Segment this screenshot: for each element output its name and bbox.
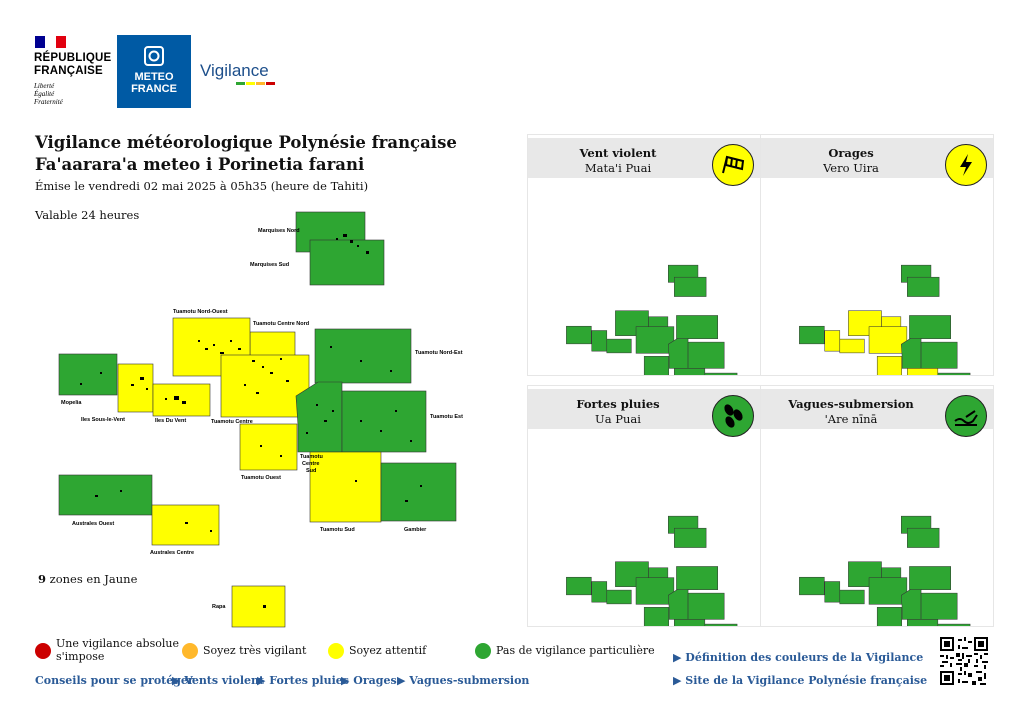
- mini-zone-tuamotu_ouest: [644, 356, 669, 375]
- panel-orages-map: [761, 135, 993, 375]
- validity-text: Valable 24 heures: [35, 208, 140, 222]
- label-tuamotu-centre: Tuamotu Centre: [211, 419, 253, 425]
- mini-zone-iles_sous_le_vent: [592, 331, 607, 352]
- mini-zone-tuamotu_ouest: [644, 607, 669, 626]
- mini-zone-tuamotu_nord_est: [909, 315, 950, 338]
- mini-zone-mopelia: [566, 577, 591, 595]
- link-site[interactable]: ▶ Site de la Vigilance Polynésie française: [673, 674, 928, 687]
- label-australes-centre: Australes Centre: [150, 550, 195, 556]
- panel-vagues-map: [761, 386, 993, 626]
- link-orages[interactable]: ▶ Orages: [341, 674, 397, 687]
- zone-tuamotu_est[interactable]: [342, 391, 426, 452]
- vigilance-logo-word: Vigilance: [200, 61, 269, 80]
- mini-zone-tuamotu_nord_est: [676, 566, 717, 589]
- legend-orange-text: Soyez très vigilant: [203, 644, 307, 657]
- zone-marquises_sud[interactable]: [310, 240, 384, 285]
- label-iles-sous-le-vent: Iles Sous-le-Vent: [81, 417, 126, 423]
- zone-australes_centre[interactable]: [152, 505, 219, 545]
- panel-pluies-subtitle: Ua Puai: [595, 412, 641, 426]
- mini-zone-tuamotu_centre_sud: [901, 589, 921, 619]
- zone-gambier[interactable]: [381, 463, 456, 521]
- mini-zone-tuamotu_nord_est: [676, 315, 717, 338]
- page-title: Vigilance météorologique Polynésie française: [35, 133, 457, 152]
- zone-rapa[interactable]: [232, 586, 285, 627]
- zone-iles_du_vent[interactable]: [153, 384, 210, 416]
- motto-liberte: Liberté: [34, 82, 55, 90]
- meteo-line2: FRANCE: [131, 83, 177, 95]
- page-title-tahitian: Fa'aarara'a meteo i Porinetia farani: [35, 155, 365, 174]
- mini-zone-tuamotu_nord_est: [909, 566, 950, 589]
- zone-tuamotu_sud[interactable]: [310, 452, 381, 522]
- issued-date: Émise le vendredi 02 mai 2025 à 05h35 (heure de Tahiti): [35, 179, 369, 193]
- mini-zone-tuamotu_centre: [869, 327, 907, 354]
- label-rapa: Rapa: [212, 604, 226, 610]
- republique-line2: FRANÇAISE: [34, 65, 103, 77]
- label-tuamotu-centre-sud-2: Centre: [302, 461, 320, 467]
- panel-vent-subtitle: Mata'i Puai: [584, 161, 652, 175]
- mini-zone-gambier: [705, 624, 737, 626]
- mini-zone-tuamotu_centre_sud: [668, 589, 688, 619]
- link-vents[interactable]: ▶ Vents violent: [172, 674, 265, 687]
- label-tuamotu-nord-ouest: Tuamotu Nord-Ouest: [173, 309, 228, 315]
- panel-vagues-title: Vagues-submersion: [788, 397, 914, 411]
- label-iles-du-vent: Iles Du Vent: [155, 418, 187, 424]
- mini-zone-mopelia: [566, 326, 591, 344]
- mini-zone-gambier: [938, 624, 970, 626]
- label-marquises-sud: Marquises Sud: [250, 262, 290, 268]
- motto-egalite: Égalité: [34, 90, 55, 98]
- mini-zone-tuamotu_centre_sud: [668, 338, 688, 368]
- legend-red-text: [56, 637, 179, 663]
- mini-zone-mopelia: [799, 577, 824, 595]
- mini-zone-marquises_sud: [907, 528, 939, 547]
- mini-zone-iles_sous_le_vent: [825, 331, 840, 352]
- mini-zone-tuamotu_est: [921, 342, 957, 368]
- panel-pluies[interactable]: [527, 385, 761, 627]
- legend-green-dot: [475, 643, 491, 659]
- mini-zone-iles_du_vent: [840, 339, 865, 353]
- panel-orages-title: Orages: [828, 146, 874, 160]
- qr-code-icon[interactable]: [940, 637, 988, 685]
- meteo-line1: METEO: [134, 71, 174, 83]
- mini-zone-tuamotu_est: [921, 593, 957, 619]
- mini-zone-iles_du_vent: [607, 339, 632, 353]
- label-tuamotu-centre-sud-1: Tuamotu: [300, 454, 323, 460]
- panel-pluies-map: [528, 386, 760, 626]
- label-tuamotu-nord-est: Tuamotu Nord-Est: [415, 350, 463, 356]
- panel-pluies-title: Fortes pluies: [576, 397, 660, 411]
- label-tuamotu-centre-nord: Tuamotu Centre Nord: [253, 321, 310, 327]
- mini-zone-mopelia: [799, 326, 824, 344]
- mini-zone-tuamotu_est: [688, 342, 724, 368]
- mini-zone-marquises_sud: [674, 277, 706, 296]
- mini-zone-tuamotu_sud: [674, 619, 705, 626]
- mini-zone-marquises_sud: [674, 528, 706, 547]
- legend-yellow-text: Soyez attentif: [349, 644, 427, 657]
- label-mopelia: Mopelia: [61, 400, 82, 406]
- legend-red-line2: s'impose: [56, 650, 105, 663]
- mini-zone-tuamotu_centre: [636, 578, 674, 605]
- link-vagues[interactable]: ▶ Vagues-submersion: [397, 674, 530, 687]
- zone-australes_ouest[interactable]: [59, 475, 152, 515]
- mini-zone-iles_sous_le_vent: [592, 582, 607, 603]
- label-tuamotu-sud: Tuamotu Sud: [320, 527, 355, 533]
- label-tuamotu-est: Tuamotu Est: [430, 414, 463, 420]
- link-pluies[interactable]: ▶ Fortes pluies: [257, 674, 349, 687]
- yellow-count-number: 9: [38, 572, 47, 586]
- zone-tuamotu_centre_sud[interactable]: [296, 382, 342, 452]
- mini-zone-marquises_sud: [907, 277, 939, 296]
- mini-zone-gambier: [938, 373, 970, 375]
- legend-green-text: Pas de vigilance particulière: [496, 644, 655, 657]
- label-tuamotu-centre-sud-3: Sud: [306, 468, 317, 474]
- zone-tuamotu_centre[interactable]: [221, 355, 309, 417]
- mini-zone-tuamotu_centre: [636, 327, 674, 354]
- legend-red-line1: Une vigilance absolue: [56, 637, 179, 650]
- panel-orages[interactable]: [760, 134, 994, 376]
- mini-zone-tuamotu_ouest: [877, 356, 902, 375]
- mini-zone-iles_sous_le_vent: [825, 582, 840, 603]
- zone-tuamotu_nord_est[interactable]: [315, 329, 411, 383]
- mini-zone-tuamotu_ouest: [877, 607, 902, 626]
- mini-zone-tuamotu_centre: [869, 578, 907, 605]
- link-conseils[interactable]: Conseils pour se protéger: [35, 674, 194, 687]
- panel-vent[interactable]: [527, 134, 761, 376]
- mini-zone-tuamotu_est: [688, 593, 724, 619]
- panel-vent-title: Vent violent: [579, 146, 657, 160]
- legend-yellow-dot: [328, 643, 344, 659]
- mini-zone-tuamotu_sud: [907, 368, 938, 375]
- label-australes-ouest: Australes Ouest: [72, 521, 115, 527]
- mini-zone-tuamotu_sud: [674, 368, 705, 375]
- legend-orange-dot: [182, 643, 198, 659]
- mini-zone-tuamotu_centre_sud: [901, 338, 921, 368]
- panel-vagues[interactable]: [760, 385, 994, 627]
- yellow-count-text: zones en Jaune: [46, 572, 138, 586]
- mini-zone-gambier: [705, 373, 737, 375]
- motto-fraternite: Fraternité: [34, 98, 63, 106]
- label-tuamotu-ouest: Tuamotu Ouest: [241, 475, 281, 481]
- zone-tuamotu_ouest[interactable]: [240, 424, 297, 470]
- panel-orages-subtitle: Vero Uira: [823, 161, 879, 175]
- legend-red-dot: [35, 643, 51, 659]
- link-definition[interactable]: ▶ Définition des couleurs de la Vigilance: [673, 651, 924, 664]
- mini-zone-tuamotu_sud: [907, 619, 938, 626]
- label-gambier: Gambier: [404, 527, 427, 533]
- panel-vent-map: [528, 135, 760, 375]
- panel-vagues-subtitle: 'Are nīnā: [824, 412, 878, 426]
- mini-zone-iles_du_vent: [840, 590, 865, 604]
- mini-zone-iles_du_vent: [607, 590, 632, 604]
- zone-mopelia[interactable]: [59, 354, 117, 395]
- republique-line1: RÉPUBLIQUE: [34, 52, 112, 64]
- label-marquises-nord: Marquises Nord: [258, 228, 300, 234]
